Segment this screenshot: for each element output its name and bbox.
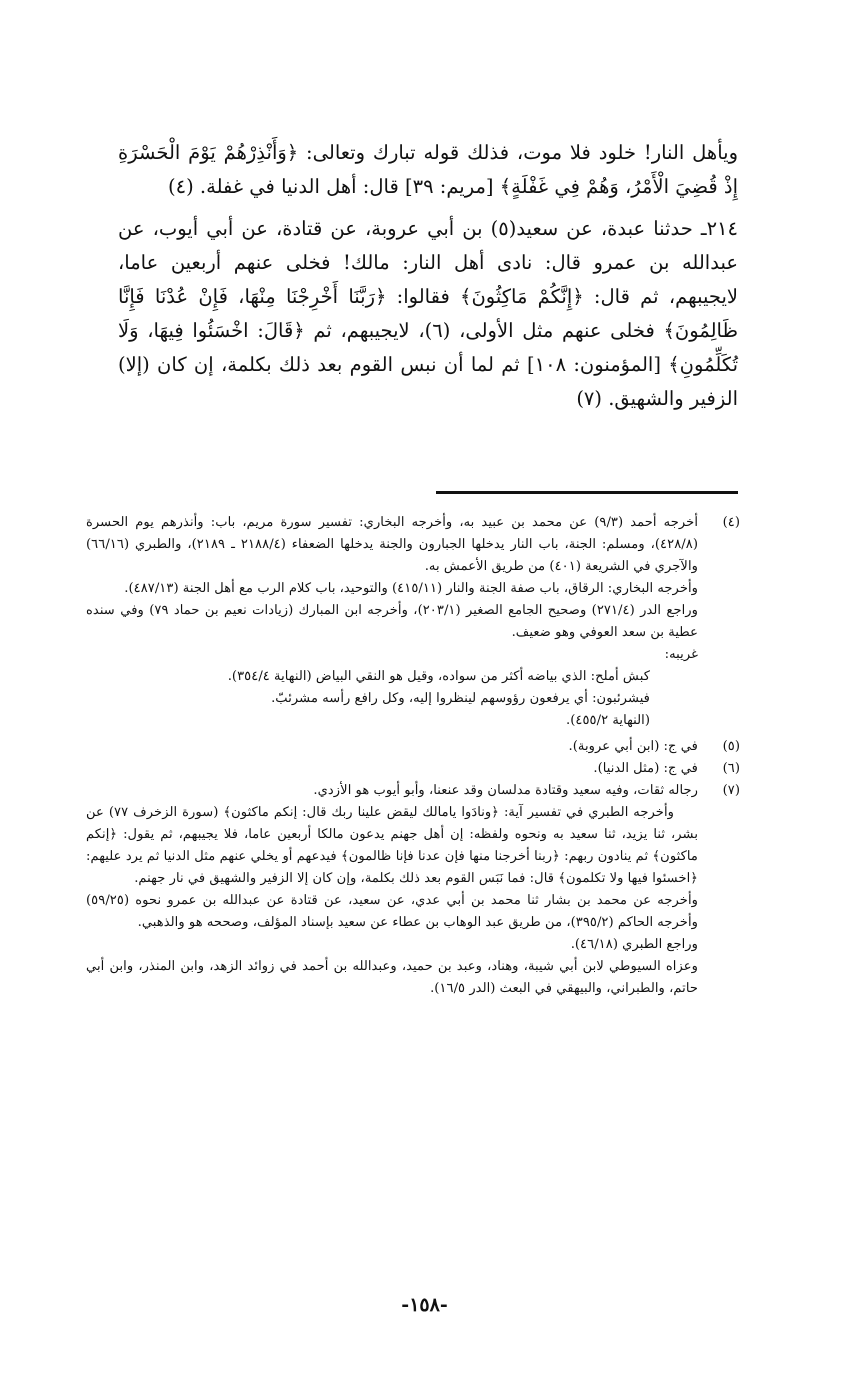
footnote-body [86,758,698,780]
gharib-entry: كبش أملح: الذي بياضه أكثر من سواده، وقيل هو النقي البياض (النهاية ٣٥٤/٤). [227,669,650,684]
footnote-body [86,512,698,732]
gharib-heading: غريبه: [664,647,698,662]
footnote-line: في ج: (ابن أبي عروبة). [568,739,698,754]
footnote-divider [436,491,738,494]
footnote-6 [86,758,740,780]
footnote-number: (٤) [722,515,740,530]
page-number: -١٥٨- [401,1294,448,1316]
main-text [118,136,738,416]
footnote-number: (٧) [722,783,740,798]
footnote-line: أخرجه أحمد (٩/٣) عن محمد بن عبيد به، وأخرجه البخاري: تفسير سورة مريم، باب: وأنذرهم يوم الحسرة (٤٢٨/٨)، ومسلم: الجنة، باب النار يدخلها الجبارون والجنة يدخلها الضعفاء (٢١٨٨/٤ ـ ٢١٨٩)، والطبري (٦٦/١٦) والآجري في الشريعة (٤٠١) من طريق الأعمش به. [86,515,698,574]
footnote-number: (٦) [722,761,740,776]
footnote-line: رجاله ثقات، وفيه سعيد وقتادة مدلسان وقد عنعنا، وأبو أيوب هو الأزدي. [313,783,698,798]
footnote-line: وراجع الطبري (٤٦/١٨). [570,937,698,952]
footnote-line: وأخرجه الطبري في تفسير آية: ﴿ونادَوا يامالك ليقض علينا ربك قال: إنكم ماكثون﴾ (سورة الزخرف ٧٧) عن بشر، ثنا يزيد، ثنا سعيد به ونحوه ولفظه: إن أهل جهنم يدعون مالكا أربعين عاما، فلا يجيبهم، ثم يقول: ﴿إنكم ماكثون﴾ ثم ينادون ربهم: ﴿ربنا أخرجنا منها فإن عدنا فإنا ظالمون﴾ فيدعهم أو يخلي عنهم مثل الدنيا ثم يرد عليهم: ﴿اخسئوا فيها ولا تكلمون﴾ قال: فما نَبَس القوم بعد ذلك بكلمة، وإن كان إلا الزفير والشهيق في نار جهنم. [86,805,698,886]
footnote-5 [86,736,740,758]
gharib-entry: فيشرئبون: أي يرفعون رؤوسهم لينظروا إليه، وكل رافع رأسه مشرئبّ. [271,691,650,706]
footnote-7 [86,780,740,1000]
main-paragraph-1: ويأهل النار! خلود فلا موت، فذلك قوله تبارك وتعالى: ﴿وَأَنْذِرْهُمْ يَوْمَ الْحَسْرَةِ إِذْ قُضِيَ الْأَمْرُ، وَهُمْ فِي غَفْلَةٍ﴾ [مريم: ٣٩] قال: أهل الدنيا في غفلة. (٤) [118,141,738,198]
footnote-line: وأخرجه عن محمد بن بشار ثنا محمد بن أبي عدي، عن سعيد، عن قتادة عن عبدالله بن عمرو نحوه (٥٩/٢٥) وأخرجه الحاكم (٣٩٥/٢)، من طريق عبد الوهاب بن عطاء عن سعيد بإسناد المؤلف، وصححه هو والذهبي. [86,893,698,930]
footnote-line: وعزاه السيوطي لابن أبي شيبة، وهناد، وعبد بن حميد، وعبدالله بن أحمد في زوائد الزهد، وابن المنذر، وابن أبي حاتم، والطبراني، والبيهقي في البعث (الدر ١٦/٥). [86,959,698,996]
footnote-body [86,736,698,758]
footnote-number: (٥) [722,739,740,754]
gharib-reference: (النهاية ٤٥٥/٢). [566,713,650,728]
footnotes [86,512,740,1000]
footnote-line: في ج: (مثل الدنيا). [593,761,698,776]
footnote-line: وأخرجه البخاري: الرقاق، باب صفة الجنة والنار (٤١٥/١١) والتوحيد، باب كلام الرب مع أهل الجنة (٤٨٧/١٣). [124,581,698,596]
footnote-line: وراجع الدر (٢٧١/٤) وصحيح الجامع الصغير (٢٠٣/١)، وأخرجه ابن المبارك (زيادات نعيم بن حماد ٧٩) وفي سنده عطية بن سعد العوفي وهو ضعيف. [86,603,698,640]
main-paragraph-hadith-214: ٢١٤ـ حدثنا عبدة، عن سعيد(٥) بن أبي عروبة، عن قتادة، عن أبي أيوب، عن عبدالله بن عمرو قال: نادى أهل النار: مالك! فخلى عنهم أربعين عاما، لايجيبهم، ثم قال: ﴿إِنَّكُمْ مَاكِثُونَ﴾ فقالوا: ﴿رَبَّنَا أَخْرِجْنَا مِنْهَا، فَإِنْ عُدْنَا فَإِنَّا ظَالِمُونَ﴾ فخلى عنهم مثل الأولى، (٦)، لايجيبهم، ثم ﴿قَالَ: اخْسَئُوا فِيهَا، وَلَا تُكَلِّمُونِ﴾ [المؤمنون: ١٠٨] ثم لما أن نبس القوم بعد ذلك بكلمة، إن كان (إلا) الزفير والشهيق. (٧) [118,217,739,410]
footnote-4 [86,512,740,732]
footnote-body [86,780,698,1000]
